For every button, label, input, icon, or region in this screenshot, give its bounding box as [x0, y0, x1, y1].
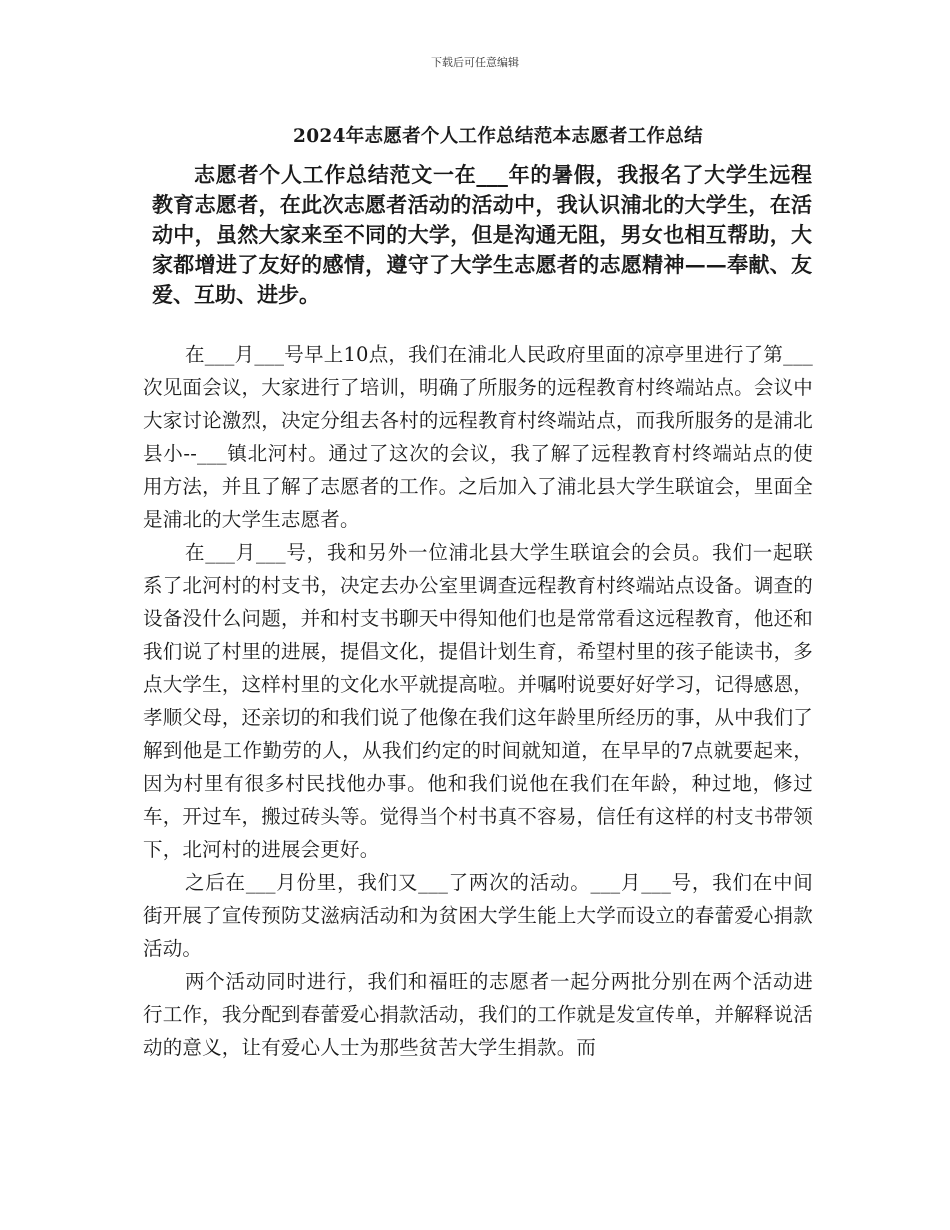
header-note: 下载后可任意编辑 — [431, 56, 519, 69]
document-body — [143, 338, 813, 1064]
body-paragraph: 两个活动同时进行，我们和福旺的志愿者一起分两批分别在两个活动进行工作，我分配到春蕾爱心捐款活动，我们的工作就是发宣传单，并解释说活动的意义，让有爱心人士为那些贫苦大学生捐款。而 — [143, 970, 813, 1059]
document-title: 2024年志愿者个人工作总结范本志愿者工作总结 — [293, 126, 703, 147]
body-paragraph: 之后在___月份里，我们又___了两次的活动。___月___号，我们在中间街开展了宣传预防艾滋病活动和为贫困大学生能上大学而设立的春蕾爱心捐款活动。 — [143, 871, 813, 960]
intro-paragraph: 志愿者个人工作总结范文一在___年的暑假，我报名了大学生远程教育志愿者，在此次志愿者活动的活动中，我认识浦北的大学生，在活动中，虽然大家来至不同的大学，但是沟通无阻，男女也相互帮助，大家都增进了友好的感情，遵守了大学生志愿者的志愿精神——奉献、友爱、互助、进步。 — [152, 162, 812, 307]
body-paragraph: 在___月___号，我和另外一位浦北县大学生联谊会的会员。我们一起联系了北河村的村支书，决定去办公室里调查远程教育村终端站点设备。调查的设备没什么问题，并和村支书聊天中得知他们也是常常看这远程教育，他还和我们说了村里的进展，提倡文化，提倡计划生育，希望村里的孩子能读书，多点大学生，这样村里的文化水平就提高啦。并嘱咐说要好好学习，记得感恩，孝顺父母，还亲切的和我们说了他像在我们这年龄里所经历的事，从中我们了解到他是工作勤劳的人，从我们约定的时间就知道，在早早的7点就要起来，因为村里有很多村民找他办事。他和我们说他在我们在年龄，种过地，修过车，开过车，搬过砖头等。觉得当个村书真不容易，信任有这样的村支书带领下，北河村的进展会更好。 — [143, 541, 813, 861]
body-paragraph: 在___月___号早上10点，我们在浦北人民政府里面的凉亭里进行了第___次见面会议，大家进行了培训，明确了所服务的远程教育村终端站点。会议中大家讨论激烈，决定分组去各村的远程教育村终端站点，而我所服务的是浦北县小--___镇北河村。通过了这次的会议，我了解了远程教育村终端站点的使用方法，并且了解了志愿者的工作。之后加入了浦北县大学生联谊会，里面全是浦北的大学生志愿者。 — [143, 343, 813, 531]
